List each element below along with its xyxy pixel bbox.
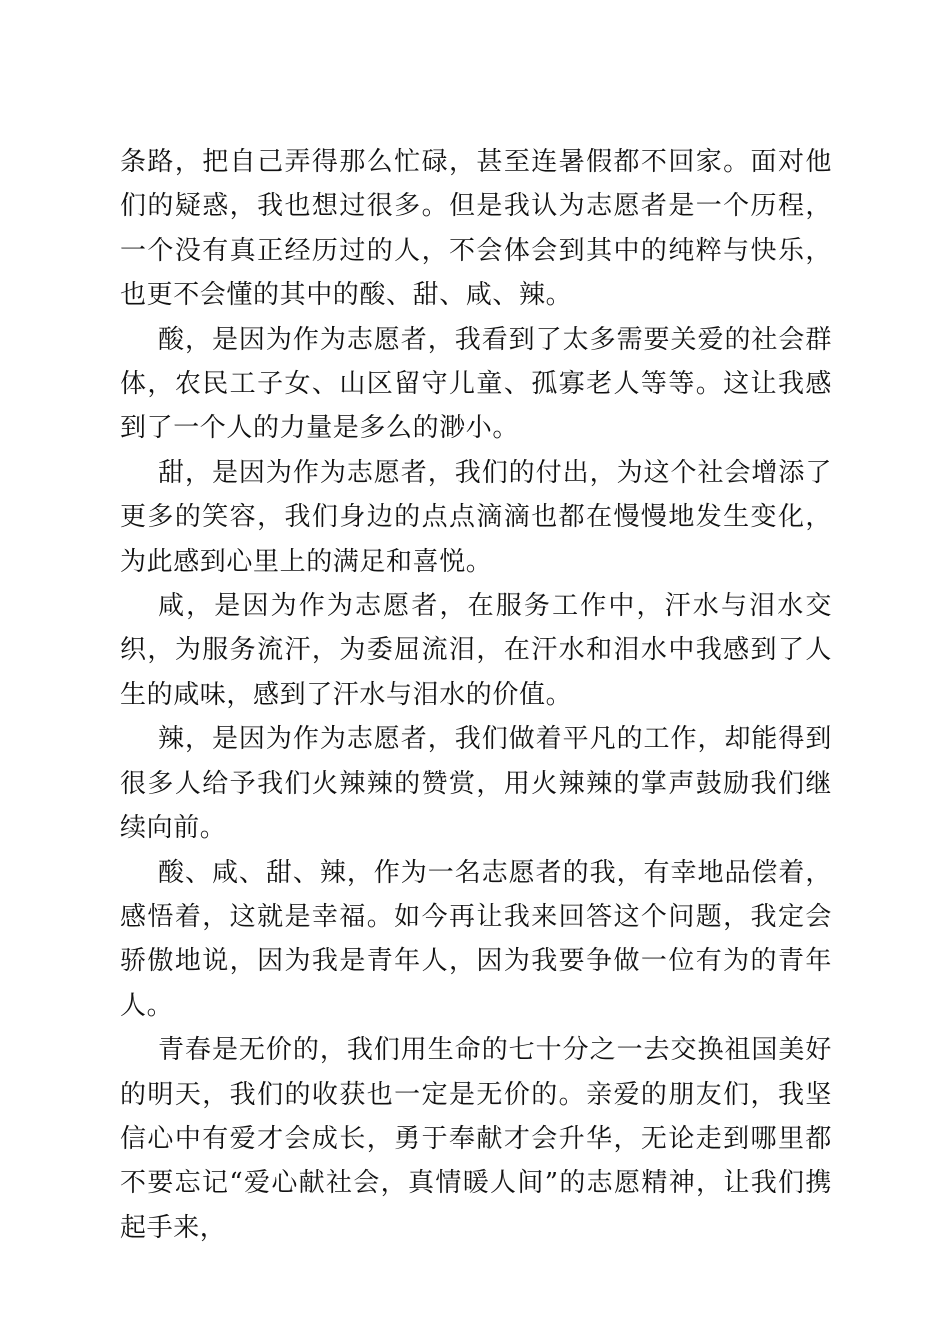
paragraph-4: 咸，是因为作为志愿者，在服务工作中，汗水与泪水交织，为服务流汗，为委屈流泪，在汗水和泪水中我感到了人生的咸味，感到了汗水与泪水的价值。 xyxy=(120,591,832,710)
paragraph-6: 酸、咸、甜、辣，作为一名志愿者的我，有幸地品偿着，感悟着，这就是幸福。如今再让我来回答这个问题，我定会骄傲地说，因为我是青年人，因为我要争做一位有为的青年人。 xyxy=(120,857,832,1021)
paragraph-2: 酸，是因为作为志愿者，我看到了太多需要关爱的社会群体，农民工子女、山区留守儿童、孤寡老人等等。这让我感到了一个人的力量是多么的渺小。 xyxy=(120,324,832,444)
paragraph-5: 辣，是因为作为志愿者，我们做着平凡的工作，却能得到很多人给予我们火辣辣的赞赏，用火辣辣的掌声鼓励我们继续向前。 xyxy=(120,724,832,844)
document-body xyxy=(120,140,832,1250)
paragraph-1: 条路，把自己弄得那么忙碌，甚至连暑假都不回家。面对他们的疑惑，我也想过很多。但是我认为志愿者是一个历程，一个没有真正经历过的人，不会体会到其中的纯粹与快乐，也更不会懂的其中的酸、甜、咸、辣。 xyxy=(120,147,832,311)
paragraph-7: 青春是无价的，我们用生命的七十分之一去交换祖国美好的明天，我们的收获也一定是无价的。亲爱的朋友们，我坚信心中有爱才会成长，勇于奉献才会升华，无论走到哪里都不要忘记“爱心献社会，真情暖人间”的志愿精神，让我们携起手来， xyxy=(120,1035,832,1243)
paragraph-3: 甜，是因为作为志愿者，我们的付出，为这个社会增添了更多的笑容，我们身边的点点滴滴也都在慢慢地发生变化，为此感到心里上的满足和喜悦。 xyxy=(120,457,832,577)
